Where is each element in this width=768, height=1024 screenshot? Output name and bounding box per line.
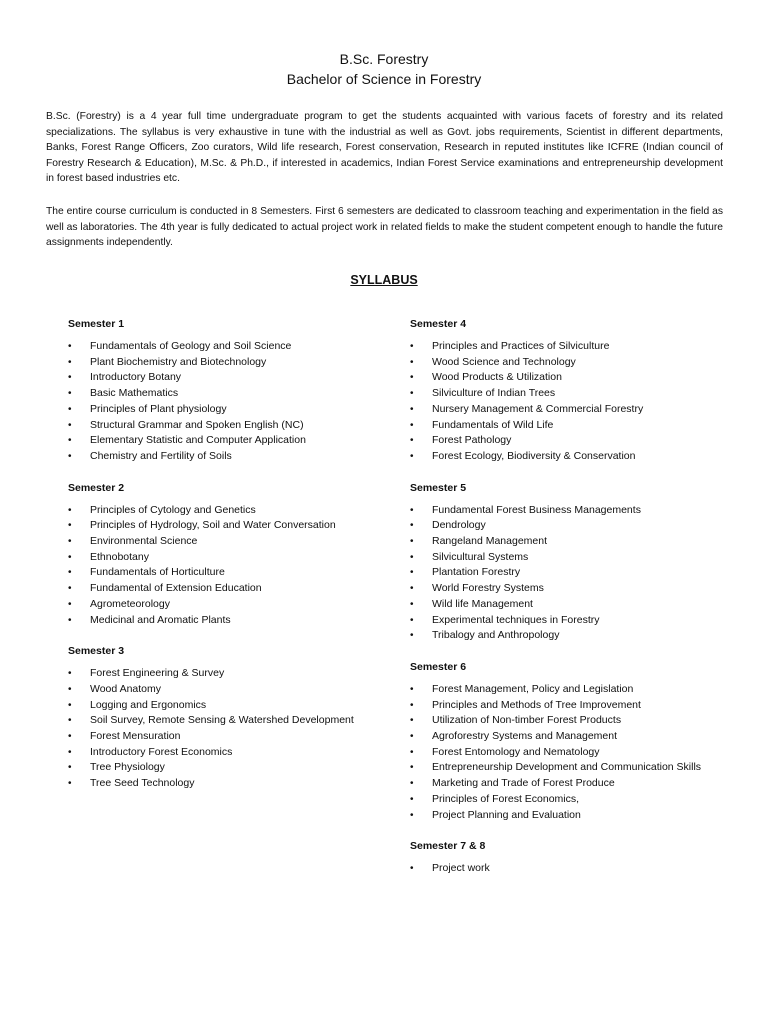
course-item: [68, 402, 398, 418]
course-item: [410, 418, 730, 434]
bullet-icon: •: [410, 435, 414, 447]
course-item: [410, 682, 730, 698]
course-item: [68, 418, 398, 434]
course-name: Principles of Cytology and Genetics: [90, 503, 256, 516]
bullet-icon: •: [68, 388, 72, 400]
course-list: [410, 503, 730, 644]
course-item: [410, 565, 730, 581]
course-item: [68, 370, 398, 386]
course-name: Utilization of Non-timber Forest Products: [432, 714, 622, 727]
course-item: [410, 386, 730, 402]
course-name: Agroforestry Systems and Management: [432, 730, 618, 743]
course-item: [410, 581, 730, 597]
course-item: [410, 534, 730, 550]
course-item: [68, 776, 398, 792]
bullet-icon: •: [410, 567, 414, 579]
course-name: Chemistry and Fertility of Soils: [90, 449, 232, 462]
bullet-icon: •: [410, 762, 414, 774]
course-name: Experimental techniques in Forestry: [432, 613, 600, 626]
semester-title: Semester 4: [410, 318, 467, 330]
course-item: [68, 713, 398, 729]
course-name: Medicinal and Aromatic Plants: [90, 613, 231, 626]
course-item: [68, 613, 398, 629]
semester-title: Semester 6: [410, 660, 467, 673]
course-name: Ethnobotany: [90, 550, 149, 563]
bullet-icon: •: [68, 372, 72, 384]
semester-title: Semester 7 & 8: [410, 840, 486, 853]
semester-block: [410, 317, 730, 465]
document-title: B.Sc. Forestry: [339, 51, 429, 67]
semester-block: [68, 481, 398, 629]
course-item: [410, 449, 730, 465]
course-item: [410, 861, 730, 877]
course-name: Forest Management, Policy and Legislation: [432, 682, 634, 695]
course-item: [68, 503, 398, 519]
course-name: Entrepreneurship Development and Communication Skills: [432, 761, 702, 774]
course-item: [410, 698, 730, 714]
course-name: Environmental Science: [90, 535, 198, 548]
course-name: Agrometeorology: [90, 597, 170, 610]
bullet-icon: •: [68, 356, 72, 368]
course-name: Silviculture of Indian Trees: [432, 387, 556, 400]
bullet-icon: •: [68, 583, 72, 595]
course-name: Project work: [432, 862, 490, 875]
bullet-icon: •: [410, 746, 414, 758]
bullet-icon: •: [68, 668, 72, 680]
course-item: [68, 745, 398, 761]
course-list: [68, 666, 398, 792]
syllabus-heading: SYLLABUS: [350, 273, 418, 287]
course-name: Principles and Practices of Silviculture: [432, 340, 610, 352]
course-item: [410, 402, 730, 418]
document-subtitle: Bachelor of Science in Forestry: [286, 71, 482, 87]
course-item: [68, 550, 398, 566]
course-item: [410, 503, 730, 519]
course-item: [68, 760, 398, 776]
course-item: [410, 760, 730, 776]
course-name: Rangeland Management: [432, 535, 547, 548]
course-name: Wood Science and Technology: [432, 355, 576, 368]
semester-title: Semester 5: [410, 481, 467, 494]
bullet-icon: •: [68, 536, 72, 548]
course-name: Soil Survey, Remote Sensing & Watershed Development: [90, 714, 354, 727]
course-name: Forest Engineering & Survey: [90, 667, 225, 680]
bullet-icon: •: [410, 793, 414, 805]
semester-block: [410, 839, 730, 877]
bullet-icon: •: [68, 746, 72, 758]
course-item: [410, 339, 730, 355]
course-item: [68, 449, 398, 465]
course-item: [410, 792, 730, 808]
course-name: Forest Mensuration: [90, 730, 181, 743]
course-name: Introductory Botany: [90, 371, 182, 384]
bullet-icon: •: [410, 715, 414, 727]
course-item: [410, 355, 730, 371]
bullet-icon: •: [68, 598, 72, 610]
bullet-icon: •: [68, 683, 72, 695]
course-name: Basic Mathematics: [90, 387, 179, 400]
course-list: [410, 339, 730, 465]
bullet-icon: •: [410, 372, 414, 384]
bullet-icon: •: [68, 419, 72, 431]
course-item: [68, 534, 398, 550]
course-item: [410, 550, 730, 566]
course-name: Fundamentals of Horticulture: [90, 566, 225, 579]
bullet-icon: •: [410, 683, 414, 695]
course-item: [410, 370, 730, 386]
bullet-icon: •: [68, 762, 72, 774]
semester-title: Semester 1: [68, 318, 125, 330]
course-name: Tribalogy and Anthropology: [432, 629, 560, 642]
course-name: Structural Grammar and Spoken English (NC): [90, 418, 304, 431]
course-item: [68, 682, 398, 698]
bullet-icon: •: [410, 450, 414, 462]
course-name: Silvicultural Systems: [432, 550, 529, 563]
bullet-icon: •: [410, 388, 414, 400]
course-item: [410, 808, 730, 824]
course-name: Tree Physiology: [90, 761, 165, 774]
intro-paragraph-2: The entire course curriculum is conducted in 8 Semesters. First 6 semesters are dedicated to classroom teaching and experimentation in the field as well as laboratories. The 4th year is fully dedicated to actual project work in related fields to make the student competent enough to handle the future assignments independently.: [46, 206, 723, 249]
course-name: Nursery Management & Commercial Forestry: [432, 402, 644, 415]
bullet-icon: •: [68, 567, 72, 579]
course-name: Dendrology: [432, 519, 486, 532]
course-item: [410, 613, 730, 629]
bullet-icon: •: [68, 614, 72, 626]
semester-block: [410, 660, 730, 823]
bullet-icon: •: [68, 699, 72, 711]
course-item: [68, 355, 398, 371]
course-item: [410, 628, 730, 644]
bullet-icon: •: [410, 341, 414, 352]
course-list: [410, 861, 730, 877]
course-name: Tree Seed Technology: [90, 777, 195, 790]
course-item: [68, 339, 398, 355]
syllabus-left-column: [68, 316, 398, 808]
course-name: Project Planning and Evaluation: [432, 808, 581, 821]
semester-title: Semester 2: [68, 481, 125, 494]
course-item: [68, 581, 398, 597]
course-item: [410, 729, 730, 745]
bullet-icon: •: [68, 504, 72, 516]
bullet-icon: •: [410, 614, 414, 626]
course-list: [68, 339, 398, 465]
course-name: Forest Ecology, Biodiversity & Conservation: [432, 449, 636, 462]
bullet-icon: •: [410, 419, 414, 431]
course-name: Marketing and Trade of Forest Produce: [432, 777, 615, 790]
bullet-icon: •: [410, 598, 414, 610]
bullet-icon: •: [410, 536, 414, 548]
course-name: Fundamental Forest Business Managements: [432, 503, 641, 516]
course-item: [410, 776, 730, 792]
course-item: [410, 597, 730, 613]
bullet-icon: •: [68, 435, 72, 447]
course-name: Principles of Hydrology, Soil and Water Conversation: [90, 519, 336, 532]
semester-block: [68, 317, 398, 465]
course-name: Elementary Statistic and Computer Application: [90, 434, 306, 447]
semester-block: [68, 644, 398, 792]
course-name: Plantation Forestry: [432, 566, 521, 579]
course-item: [410, 433, 730, 449]
course-name: Principles of Forest Economics,: [432, 792, 580, 805]
course-name: Logging and Ergonomics: [90, 698, 207, 711]
course-item: [68, 729, 398, 745]
bullet-icon: •: [410, 403, 414, 415]
document-header: [0, 49, 768, 89]
bullet-icon: •: [410, 504, 414, 516]
bullet-icon: •: [410, 520, 414, 532]
course-item: [410, 713, 730, 729]
course-item: [68, 565, 398, 581]
course-item: [410, 518, 730, 534]
bullet-icon: •: [410, 583, 414, 595]
course-name: Fundamental of Extension Education: [90, 582, 262, 595]
bullet-icon: •: [410, 551, 414, 563]
course-name: Forest Entomology and Nematology: [432, 745, 600, 758]
bullet-icon: •: [68, 715, 72, 727]
course-name: World Forestry Systems: [432, 582, 544, 595]
bullet-icon: •: [68, 778, 72, 790]
bullet-icon: •: [410, 699, 414, 711]
course-name: Wood Products & Utilization: [432, 371, 562, 384]
semester-title: Semester 3: [68, 645, 125, 658]
bullet-icon: •: [410, 863, 414, 875]
bullet-icon: •: [410, 778, 414, 790]
course-item: [410, 745, 730, 761]
bullet-icon: •: [68, 341, 72, 352]
bullet-icon: •: [68, 731, 72, 743]
semester-block: [410, 481, 730, 644]
bullet-icon: •: [410, 630, 414, 642]
course-item: [68, 597, 398, 613]
course-name: Principles of Plant physiology: [90, 402, 227, 415]
bullet-icon: •: [68, 450, 72, 462]
course-list: [410, 682, 730, 823]
course-item: [68, 433, 398, 449]
course-list: [68, 503, 398, 629]
intro-paragraph-1: B.Sc. (Forestry) is a 4 year full time undergraduate program to get the students acquainted with various facets of forestry and its related specializations. The syllabus is very exhaustive in tune with the industrial as well as Govt. jobs requirements, Scientist in different departments, Banks, Forest Range Officers, Zoo curators, Wild life research, Forest conservation, Research in reputed institutes like ICFRE (Indian council of Forestry Research & Education), M.Sc. & Ph.D., if interested in academics, Indian Forest Service examinations and entrepreneurship development in forest based industries etc.: [46, 111, 723, 185]
bullet-icon: •: [68, 403, 72, 415]
course-name: Principles and Methods of Tree Improvement: [432, 698, 641, 711]
bullet-icon: •: [410, 809, 414, 821]
bullet-icon: •: [68, 551, 72, 563]
syllabus-right-column: [410, 316, 730, 893]
course-name: Forest Pathology: [432, 434, 512, 447]
course-name: Fundamentals of Geology and Soil Science: [90, 340, 292, 352]
course-name: Plant Biochemistry and Biotechnology: [90, 355, 267, 368]
course-name: Wood Anatomy: [90, 682, 162, 695]
course-name: Introductory Forest Economics: [90, 745, 233, 758]
bullet-icon: •: [410, 731, 414, 743]
bullet-icon: •: [68, 520, 72, 532]
course-item: [68, 698, 398, 714]
bullet-icon: •: [410, 356, 414, 368]
course-item: [68, 666, 398, 682]
course-item: [68, 386, 398, 402]
course-name: Fundamentals of Wild Life: [432, 418, 554, 431]
course-item: [68, 518, 398, 534]
course-name: Wild life Management: [432, 597, 533, 610]
